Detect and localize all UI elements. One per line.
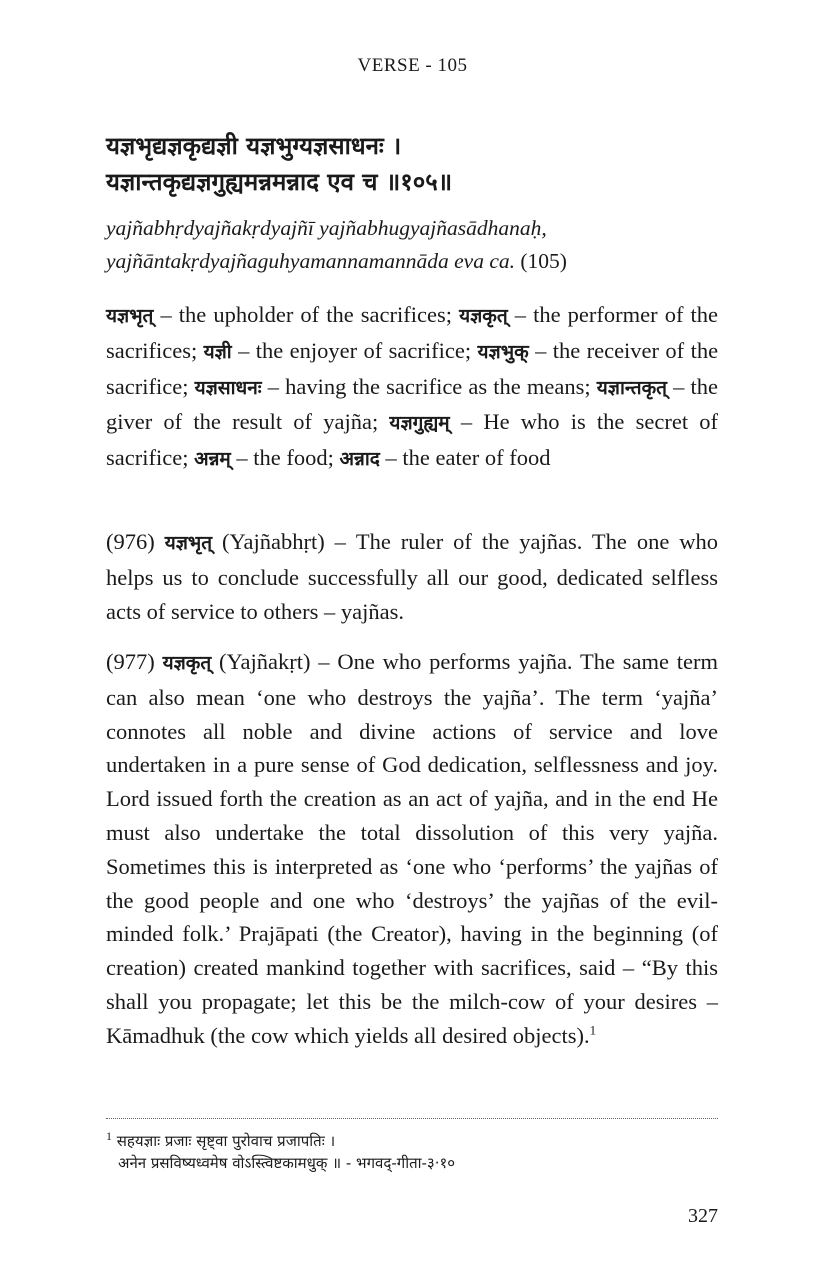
verse-line-2: यज्ञान्तकृद्यज्ञगुह्यमन्नमन्नाद एव च ॥१०५॥ [106,168,453,196]
gloss-term: अन्नाद [339,448,380,471]
translit-line-2-text: yajñāntakṛdyajñaguhyamannamannāda eva ca. [106,249,516,273]
running-header: VERSE - 105 [357,55,468,76]
gloss-term: यज्ञभृत् [106,305,154,327]
entry-text: – The ruler of the yajñas. The one who helps us to conclude successfully all our good, dedicated selfless acts of service to others – yajñas. [106,529,718,624]
gloss-meaning: – the receiver of the sacrifice; [106,337,719,399]
gloss-meaning: – having the sacrifice as the means; [267,373,591,399]
verse-number: (105) [520,249,567,273]
gloss-meaning: – the food; [236,445,334,471]
entry-number: (976) [106,529,155,554]
transliteration [106,212,746,278]
entry-977 [106,645,718,1053]
gloss-term: यज्ञसाधनः [194,376,262,399]
glossary-paragraph [106,298,718,477]
gloss-term: अन्नम् [194,448,231,471]
footnote [106,1125,718,1174]
gloss-term: यज्ञगुह्यम् [389,412,450,435]
footnote-ref: 1 [589,1022,597,1038]
gloss-meaning: – He who is the secret of sacrifice; [106,409,719,471]
gloss-term: यज्ञी [203,340,232,363]
gloss-meaning: – the eater of food [385,445,551,471]
gloss-term: यज्ञभुक् [477,340,529,363]
footnote-line-2: अनेन प्रसविष्यध्वमेष वोऽस्त्विष्टकामधुक् ॥ - भगवद्-गीता-३·१० [118,1154,456,1172]
footnote-divider [106,1118,718,1119]
sanskrit-verse [106,128,746,200]
gloss-meaning: – the upholder of the sacrifices; [160,302,452,327]
entry-term: यज्ञकृत् [162,652,212,674]
gloss-meaning: – the enjoyer of sacrifice; [238,337,472,363]
translit-line-2 [106,245,746,278]
footnote-line-1 [106,1125,718,1152]
entry-name: (Yajñabhṛt) [222,529,325,554]
entry-name: (Yajñakṛt) [219,649,311,674]
page-number: 327 [688,1205,718,1227]
gloss-term: यज्ञकृत् [459,305,508,327]
entry-976 [106,525,718,628]
footnote-marker: 1 [106,1129,112,1143]
verse-line-1: यज्ञभृद्यज्ञकृद्यज्ञी यज्ञभुग्यज्ञसाधनः । [106,132,402,160]
entry-term: यज्ञभृत् [164,532,213,554]
entry-number: (977) [106,649,155,674]
footnote-line-1-text: सहयज्ञाः प्रजाः सृष्ट्वा पुरोवाच प्रजापतिः । [116,1132,336,1150]
gloss-meaning: – the performer of the sacrifices; [106,302,718,363]
gloss-meaning: – the giver of the result of yajña; [106,373,718,435]
gloss-term: यज्ञान्तकृत् [596,376,667,399]
entry-text: – One who performs yajña. The same term can also mean ‘one who destroys the yajña’. The term ‘yajña’ connotes all noble and divine actions of service and love undertaken in a pure sense of God dedication, selflessness and joy. Lord issued forth the creation as an act of yajña, and in the end He must also undertake the total dissolution of this very yajña. Sometimes this is interpreted as ‘one who ‘performs’ the yajñas of the good people and one who ‘destroys’ the yajñas of the evil-minded folk.’ Prajāpati (the Creator), having in the beginning (of creation) created mankind together with sacrifices, said – “By this shall you propagate; let this be the milch-cow of your desires – Kāmadhuk (the cow which yields all desired objects). [106,649,719,1048]
translit-line-1: yajñabhṛdyajñakṛdyajñī yajñabhugyajñasādhanaḥ, [106,216,547,240]
